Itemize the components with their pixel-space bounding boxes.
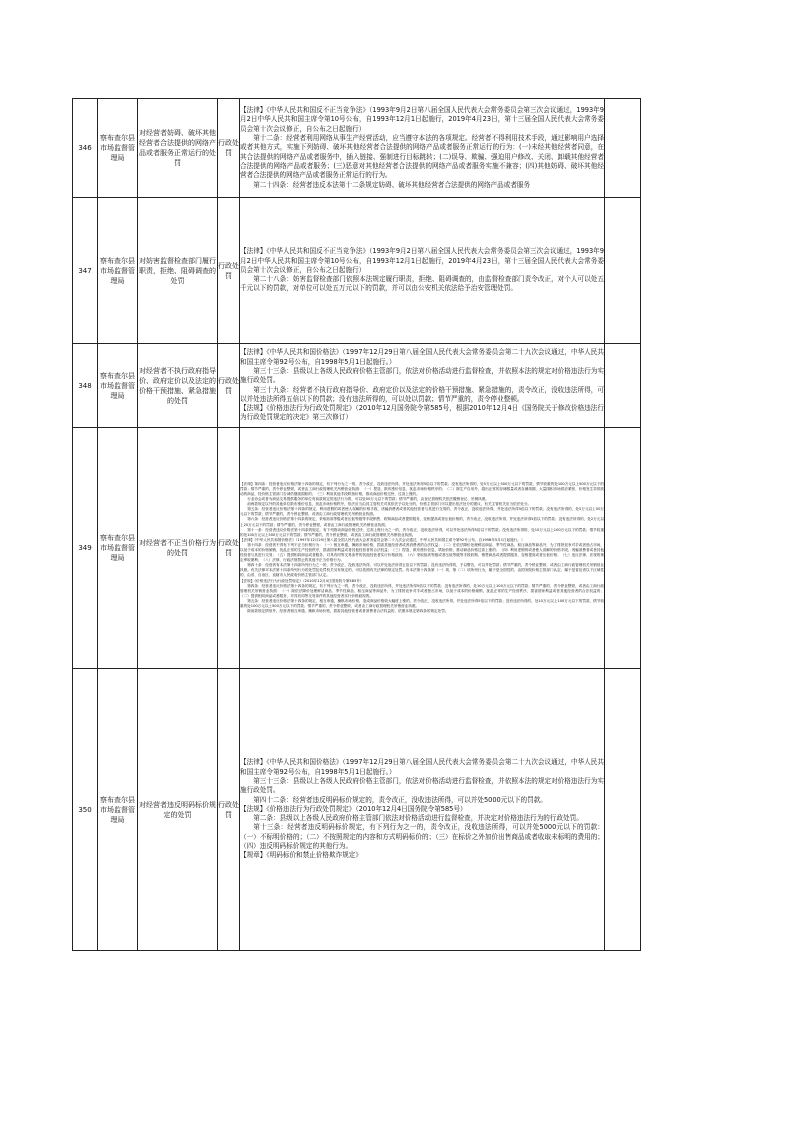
- action-type-cell: 行政处罚: [218, 669, 240, 951]
- legal-basis-text: [240, 482, 604, 614]
- legal-basis-paragraph: 第五条：经营者违反价格法第十四条的规定，相互串通，操纵市场价格，造成商品价格较大幅度上涨的，责令改正，没收违法所得，并处违法所得5倍以下的罚款；没有违法所得的，处10万元以上100万元以下的罚款，情节较重的处100万元以上500万元以下的罚款；情节严重的，责令停业整顿，或者由工商行政管理机关吊销营业执照。: [240, 598, 604, 609]
- legal-basis-text: [240, 106, 604, 190]
- row-number: 348: [73, 344, 98, 428]
- legal-basis-cell: [240, 428, 605, 669]
- legal-basis-text: [240, 758, 604, 860]
- department-cell: 察布查尔县市场监督管理局: [98, 344, 138, 428]
- row-number: 347: [73, 198, 98, 344]
- item-name-cell: 对经营者不执行政府指导价、政府定价以及法定的价格干预措施、紧急措施的处罚: [138, 344, 218, 428]
- table-row: [73, 344, 641, 428]
- item-name-cell: 对经营者不正当价格行为的处罚: [138, 428, 218, 669]
- remarks-cell: [605, 344, 641, 428]
- table-row: [73, 99, 641, 198]
- remarks-cell: [605, 669, 641, 951]
- legal-basis-paragraph: 【法律】《中华人民共和国价格法》（1997年12月29日第八届全国人民代表大会常务委员会第二十九次会议通过，中华人民共和国主席令第92号公布，自1998年5月1日起施行。）: [240, 537, 525, 542]
- legal-basis-text: [240, 247, 604, 293]
- legal-basis-paragraph: 【法规】《价格违法行为行政处罚规定》（2010年12月4日国务院令第585号）: [240, 578, 364, 583]
- item-name-cell: 对经营者妨碍、破坏其他经营者合法提供的网络产品或者服务正常运行的处罚: [138, 99, 218, 198]
- legal-basis-paragraph: 第二十四条：经营者违反本法第十二条规定妨碍、破坏其他经营者合法提供的网络产品或者服务: [253, 180, 531, 189]
- remarks-cell: [605, 99, 641, 198]
- remarks-cell: [605, 198, 641, 344]
- table-row: [73, 428, 641, 669]
- legal-basis-paragraph: 第十三条：经营者违反明码标价规定，有下列行为之一的，责令改正，没收违法所得，可以并处5000元以下的罚款：（一）不标明价格的；（二）不按照规定的内容和方式明码标价的；（三）在标价之外加价出售商品或者收取未标明的费用的；（四）违反明码标价规定的其他行为。: [240, 823, 604, 851]
- legal-basis-paragraph: 【法律】《中华人民共和国价格法》（1997年12月29日第八届全国人民代表大会常务委员会第二十九次会议通过，中华人民共和国主席令第92号公布，自1998年5月1日起施行。）: [240, 758, 604, 776]
- table-row: [73, 669, 641, 951]
- item-name-cell: 对经营者违反明码标价规定的处罚: [138, 669, 218, 951]
- department-cell: 察布查尔县市场监督管理局: [98, 428, 138, 669]
- legal-basis-paragraph: 【法律】《中华人民共和国反不正当竞争法》（1993年9月2日第八届全国人民代表大会常务委员会第三次会议通过，1993年9月2日中华人民共和国主席令第10号公布，自1993年12月1日起施行，2019年4月23日，第十三届全国人民代表大会常务委员会第十次会议修正，自公布之日起施行）: [240, 106, 604, 133]
- legal-basis-paragraph: 第三十三条：县级以上各级人民政府价格主管部门，依法对价格活动进行监督检查，并依照本法的规定对价格违法行为实施行政处罚。: [240, 366, 604, 385]
- legal-basis-paragraph: 【法规】《价格违法行为行政处罚规定》（2010年12月4日国务院令第585号）: [240, 804, 467, 813]
- legal-basis-paragraph: 前两款规定以外的其他单位散布涨价信息，扰乱市场价格秩序，依法应当由其主管机关对其依法予以处分的，价格主管部门可以提出依法处分的建议，有关主管机关应当依法处分。: [247, 502, 532, 507]
- row-number: 346: [73, 99, 98, 198]
- legal-basis-cell: [240, 99, 605, 198]
- legal-basis-paragraph: 第四十条：经营者有本法第十四条所列行为之一的，责令改正，没收违法所得，可以并处违法所得五倍以下的罚款；没有违法所得的，予以警告，可以并处罚款；情节严重的，责令停业整顿，或者由工商行政管理机关吊销营业执照。有关法律对本法第十四条所列行为的处罚及处罚机关另有规定的，可以依照有关法律的规定处罚。有本法第十四条第（一）项、第（二）项所列行为，属于是全国性的，由国务院价格主管部门认定；属于是省及省以下区域性的，由省、自治区、直辖市人民政府价格主管部门认定。: [240, 563, 604, 578]
- action-type-cell: 行政处罚: [218, 198, 240, 344]
- legal-basis-paragraph: 【法律】第四条：经营者违反价格法第十四条的规定，有下列行为之一的，责令改正，没收违法所得，并处违法所得5倍以下的罚款；没有违法所得的，处5万元以上500万元以下的罚款，情节较重的处100万元以上500万元以下的罚款；情节严重的，责令停业整顿，或者由工商行政管理机关吊销营业执照：（一）捏造、散布涨价信息，扰乱市场价格秩序的；（二）除生产自用外，超出正常的存储数量或者存储周期，大量囤积市场供应紧张、价格发生异常波动的商品，经价格主管部门告诫仍继续囤积的；（三）利用其他手段哄抬价格，推动商品价格过快、过高上涨的。: [240, 481, 604, 496]
- department-cell: 察布查尔县市场监督管理局: [98, 669, 138, 951]
- action-type-cell: 行政处罚: [218, 99, 240, 198]
- legal-basis-cell: [240, 344, 605, 428]
- department-cell: 察布查尔县市场监督管理局: [98, 99, 138, 198]
- legal-basis-cell: [240, 198, 605, 344]
- action-type-cell: 行政处罚: [218, 428, 240, 669]
- legal-basis-cell: [240, 669, 605, 951]
- legal-basis-paragraph: 第十四条：经营者不得有下列不正当价格行为：（一）相互串通，操纵市场价格，损害其他经营者或者消费者的合法权益；（二）在依法降价处理鲜活商品、季节性商品、积压商品等商品外，为了排挤竞争对手或者独占市场，以低于成本的价格倾销，扰乱正常的生产经营秩序，损害国家利益或者其他经营者的合法权益；（三）捏造、散布涨价信息，哄抬价格，推动商品价格过高上涨的；（四）利用虚假的或者使人误解的价格手段，诱骗消费者或者其他经营者与其进行交易；（五）提供相同商品或者服务，对具有同等交易条件的其他经营者实行价格歧视；（六）采取抬高等级或者压低等级等手段收购、销售商品或者提供服务，变相提高或者压低价格；（七）违反法律、法规的规定牟取暴利；（八）法律、行政法规禁止的其他不正当价格行为。: [240, 542, 604, 563]
- legal-basis-paragraph: 第五条：经营者违反价格法第十四条的规定，利用虚假的或者使人误解的价格手段，诱骗消费者或者其他经营者与其进行交易的，责令改正，没收违法所得，并处违法所得5倍以下的罚款；没有违法所得的，处5万元以上50万元以下的罚款；情节严重的，责令停业整顿，或者由工商行政管理机关吊销营业执照。: [240, 507, 604, 517]
- legal-basis-paragraph: 【法律】《中华人民共和国价格法》（1997年12月29日第八届全国人民代表大会常务委员会第二十九次会议通过，中华人民共和国主席令第92号公布，自1998年5月1日起施行。）: [240, 348, 604, 366]
- legal-basis-paragraph: 第十二条：经营者利用网络从事生产经营活动，应当遵守本法的各项规定。经营者不得利用技术手段，通过影响用户选择或者其他方式，实施下列妨碍、破坏其他经营者合法提供的网络产品或者服务正常运行的行为：(一)未经其他经营者同意，在其合法提供的网络产品或者服务中，插入链接、强制进行目标跳转；(二)误导、欺骗、强迫用户修改、关闭、卸载其他经营者合法提供的网络产品或者服务；(三)恶意对其他经营者合法提供的网络产品或者服务实施不兼容；(四)其他妨碍、破坏其他经营者合法提供的网络产品或者服务正常运行的行为。: [240, 134, 604, 180]
- row-number: 349: [73, 428, 98, 669]
- legal-basis-paragraph: 第六条：经营者违反价格法第十四条的规定，采取抬高等级或者压低等级等手段销售、收购商品或者提供服务，变相提高或者压低价格的，责令改正，没收违法所得，并处违法所得5倍以下的罚款；没有违法所得的，处2万元以上20万元以下的罚款；情节严重的，责令停业整顿，或者由工商行政管理机关吊销营业执照。: [240, 517, 604, 527]
- item-name-cell: 对妨害监督检查部门履行职责，拒绝、阻碍调查的处罚: [138, 198, 218, 344]
- legal-basis-paragraph: 第三十九条：经营者不执行政府指导价、政府定价以及法定的价格干预措施、紧急措施的，责令改正，没收违法所得，可以并处违法所得五倍以下的罚款；没有违法所得的，可以处以罚款；情节严重的，责令停业整顿。: [240, 385, 604, 403]
- row-number: 350: [73, 669, 98, 951]
- legal-basis-paragraph: 【规章】《明码标价和禁止价格欺诈规定》: [240, 851, 362, 860]
- legal-basis-text: [240, 348, 604, 422]
- legal-basis-paragraph: 第四十二条：经营者违反明码标价规定的，责令改正，没收违法所得，可以并处5000元以下的罚款。: [253, 795, 547, 804]
- legal-basis-paragraph: 行业协会或者为商品交易提供服务的单位有前款规定的违法行为的，可以处50万元以下的罚款；情节严重的，由登记管理机关依法撤销登记、吊销执照。: [247, 497, 489, 502]
- table-row: [73, 198, 641, 344]
- legal-basis-paragraph: 第三十三条：县级以上各级人民政府价格主管部门，依法对价格活动进行监督检查，并依照本法的规定对价格违法行为实施行政处罚。: [240, 776, 604, 795]
- action-type-cell: 行政处罚: [218, 344, 240, 428]
- legal-basis-paragraph: 【法律】《中华人民共和国反不正当竞争法》（1993年9月2日第八届全国人民代表大会常务委员会第三次会议通过，1993年9月2日中华人民共和国主席令第10号公布，自1993年12月1日起施行，2019年4月23日，第十三届全国人民代表大会常务委员会第十次会议修正，自公布之日起施行）: [240, 247, 604, 274]
- legal-basis-paragraph: 第二条：县级以上各级人民政府价格主管部门依法对价格活动进行监督检查，并决定对价格违法行为的行政处罚。: [253, 814, 583, 823]
- department-cell: 察布查尔县市场监督管理局: [98, 198, 138, 344]
- enforcement-table: [72, 98, 641, 951]
- legal-basis-paragraph: 第四条：经营者违反价格法第十四条的规定，有下列行为之一的，责令改正，没收违法所得，并处违法所得5倍以下的罚款；没有违法所得的，处10万元以上100万元以下的罚款；情节严重的，责令停业整顿，或者由工商行政管理机关吊销营业执照：（一）除依法降价处理鲜活商品、季节性商品、积压商品等商品外，为了排挤竞争对手或者独占市场，以低于成本的价格倾销，扰乱正常的生产经营秩序，损害国家利益或者其他经营者的合法权益的；（二）提供相同商品或者服务，对具有同等交易条件的其他经营者实行价格歧视的。: [240, 583, 604, 598]
- legal-basis-paragraph: 第十一条：经营者违反价格法第十四条的规定，有下列推动商品价格过快、过高上涨行为之一的，责令改正，没收违法所得，可以并处违法所得5倍以下的罚款；没有违法所得的，处10万元以上100万元以下的罚款；情节较重的处100万元以上500万元以下的罚款；情节严重的，责令停业整顿，或者由工商行政管理机关吊销营业执照。: [240, 527, 604, 537]
- legal-basis-paragraph: 【法规】《价格违法行为行政处罚规定》（2010年12月国务院令第585号，根据2010年12月4日《国务院关于修改价格违法行为行政处罚规定的决定》第三次修订）: [240, 404, 604, 422]
- legal-basis-paragraph: 第二十八条：妨害监督检查部门依照本法规定履行职责，拒绝、阻碍调查的，由监督检查部门责令改正，对个人可以处五千元以下的罚款，对单位可以处五万元以下的罚款，并可以由公安机关依法给予治安管理处罚。: [240, 275, 604, 293]
- remarks-cell: [605, 428, 641, 669]
- legal-basis-paragraph: 除前款规定情形外，经营者相互串通，操纵市场价格，损害其他经营者或者消费者合法权益的，依照本规定第四条的规定处罚。: [247, 609, 449, 614]
